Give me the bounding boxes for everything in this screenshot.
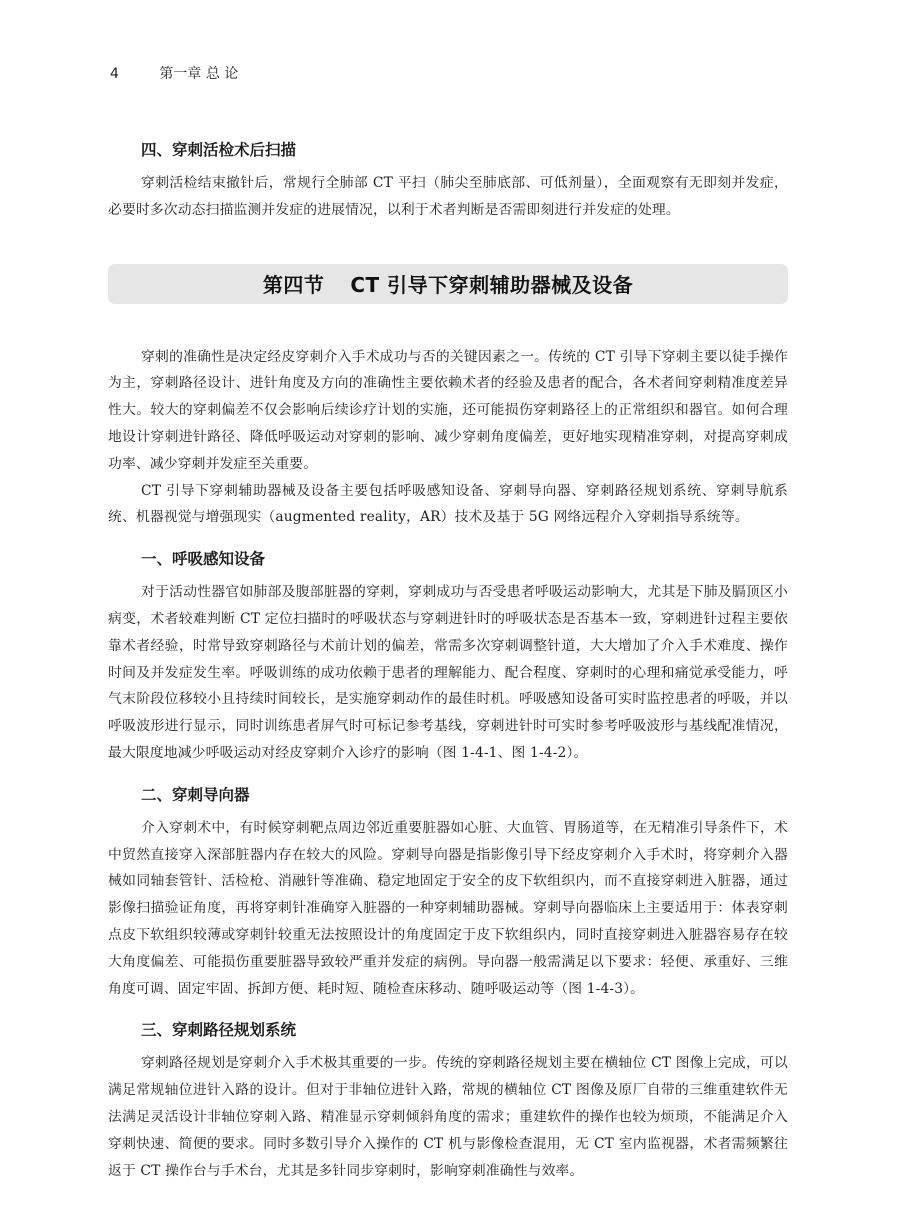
section4-paragraph: 穿刺活检结束撤针后，常规行全肺部 CT 平扫（肺尖至肺底部、可低剂量），全面观察有无即刻并发症，必要时多次动态扫描监测并发症的进展情况，以利于术者判断是否需即刻进行并发症的处理。 [108,175,788,218]
section4-heading: 四、穿刺活检术后扫描 [141,141,297,159]
subsection-3-heading: 三、穿刺路径规划系统 [141,1021,297,1040]
chapter-title: 第一章 总 论 [159,66,239,82]
subsection-2-paragraph: 介入穿刺术中，有时候穿刺靶点周边邻近重要脏器如心脏、大血管、胃肠道等，在无精准引导条件下，术中贸然直接穿入深部脏器内存在较大的风险。穿刺导向器是指影像引导下经皮穿刺介入手术时，将穿刺介入器械如同轴套管针、活检枪、消融针等准确、稳定地固定于安全的皮下软组织内，而不直接穿刺进入脏器，通过影像扫描验证角度，再将穿刺针准确穿入脏器的一种穿刺辅助器械。穿刺导向器临床上主要适用于：体表穿刺点皮下软组织较薄或穿刺针较重无法按照设计的角度固定于皮下软组织内，同时直接穿刺进入脏器容易存在较大角度偏差、可能损伤重要脏器导致较严重并发症的病例。导向器一般需满足以下要求：轻便、承重好、三维角度可调、固定牢固、拆卸方便、耗时短、随检查床移动、随呼吸运动等（图 1-4-3）。 [108,819,788,997]
section-title [263,269,633,298]
page-body [108,130,788,1184]
section-name: CT 引导下穿刺辅助器械及设备 [350,273,634,298]
subsection-2-heading: 二、穿刺导向器 [141,785,250,804]
section-number: 第四节 [262,273,325,298]
subsection-1-heading: 一、呼吸感知设备 [141,550,266,569]
subsection-1-paragraph: 对于活动性器官如肺部及腹部脏器的穿刺，穿刺成功与否受患者呼吸运动影响大，尤其是下肺及膈顶区小病变，术者较难判断 CT 定位扫描时的呼吸状态与穿刺进针时的呼吸状态是否基本一致，穿刺进针过程主要依靠术者经验，时常导致穿刺路径与术前计划的偏差，常需多次穿刺调整针道，大大增加了介入手术难度、操作时间及并发症发生率。呼吸训练的成功依赖于患者的理解能力、配合程度、穿刺时的心理和痛觉承受能力，呼气末阶段位移较小且持续时间较长，是实施穿刺动作的最佳时机。呼吸感知设备可实时监控患者的呼吸，并以呼吸波形进行显示，同时训练患者屏气时可标记参考基线，穿刺进针时可实时参考呼吸波形与基线配准情况，最大限度地减少呼吸运动对经皮穿刺介入诊疗的影响（图 1-4-1、图 1-4-2）。 [108,584,788,761]
page-number: 4 [110,66,119,82]
intro-paragraph-1: 穿刺的准确性是决定经皮穿刺介入手术成功与否的关键因素之一。传统的 CT 引导下穿刺主要以徒手操作为主，穿刺路径设计、进针角度及方向的准确性主要依赖术者的经验及患者的配合，各术者间穿刺精准度差异性大。较大的穿刺偏差不仅会影响后续诊疗计划的实施，还可能损伤穿刺路径上的正常组织和器官。如何合理地设计穿刺进针路径、降低呼吸运动对穿刺的影响、减少穿刺角度偏差，更好地实现精准穿刺，对提高穿刺成功率、减少穿刺并发症至关重要。 [108,348,788,472]
subsection-3-paragraph: 穿刺路径规划是穿刺介入手术极其重要的一步。传统的穿刺路径规划主要在横轴位 CT 图像上完成，可以满足常规轴位进针入路的设计。但对于非轴位进针入路，常规的横轴位 CT 图像及原厂自带的三维重建软件无法满足灵活设计非轴位穿刺入路、精准显示穿刺倾斜角度的需求；重建软件的操作也较为烦琐，不能满足介入穿刺快速、简便的要求。同时多数引导介入操作的 CT 机与影像检查混用，无 CT 室内监视器，术者需频繁往返于 CT 操作台与手术台，尤其是多针同步穿刺时，影响穿刺准确性与效率。 [108,1055,788,1179]
section-title-banner [108,264,788,304]
running-header [110,63,238,83]
intro-paragraph-2: CT 引导下穿刺辅助器械及设备主要包括呼吸感知设备、穿刺导向器、穿刺路径规划系统、穿刺导航系统、机器视觉与增强现实（augmented reality，AR）技术及基于 5G 网络远程介入穿刺指导系统等。 [108,482,788,526]
